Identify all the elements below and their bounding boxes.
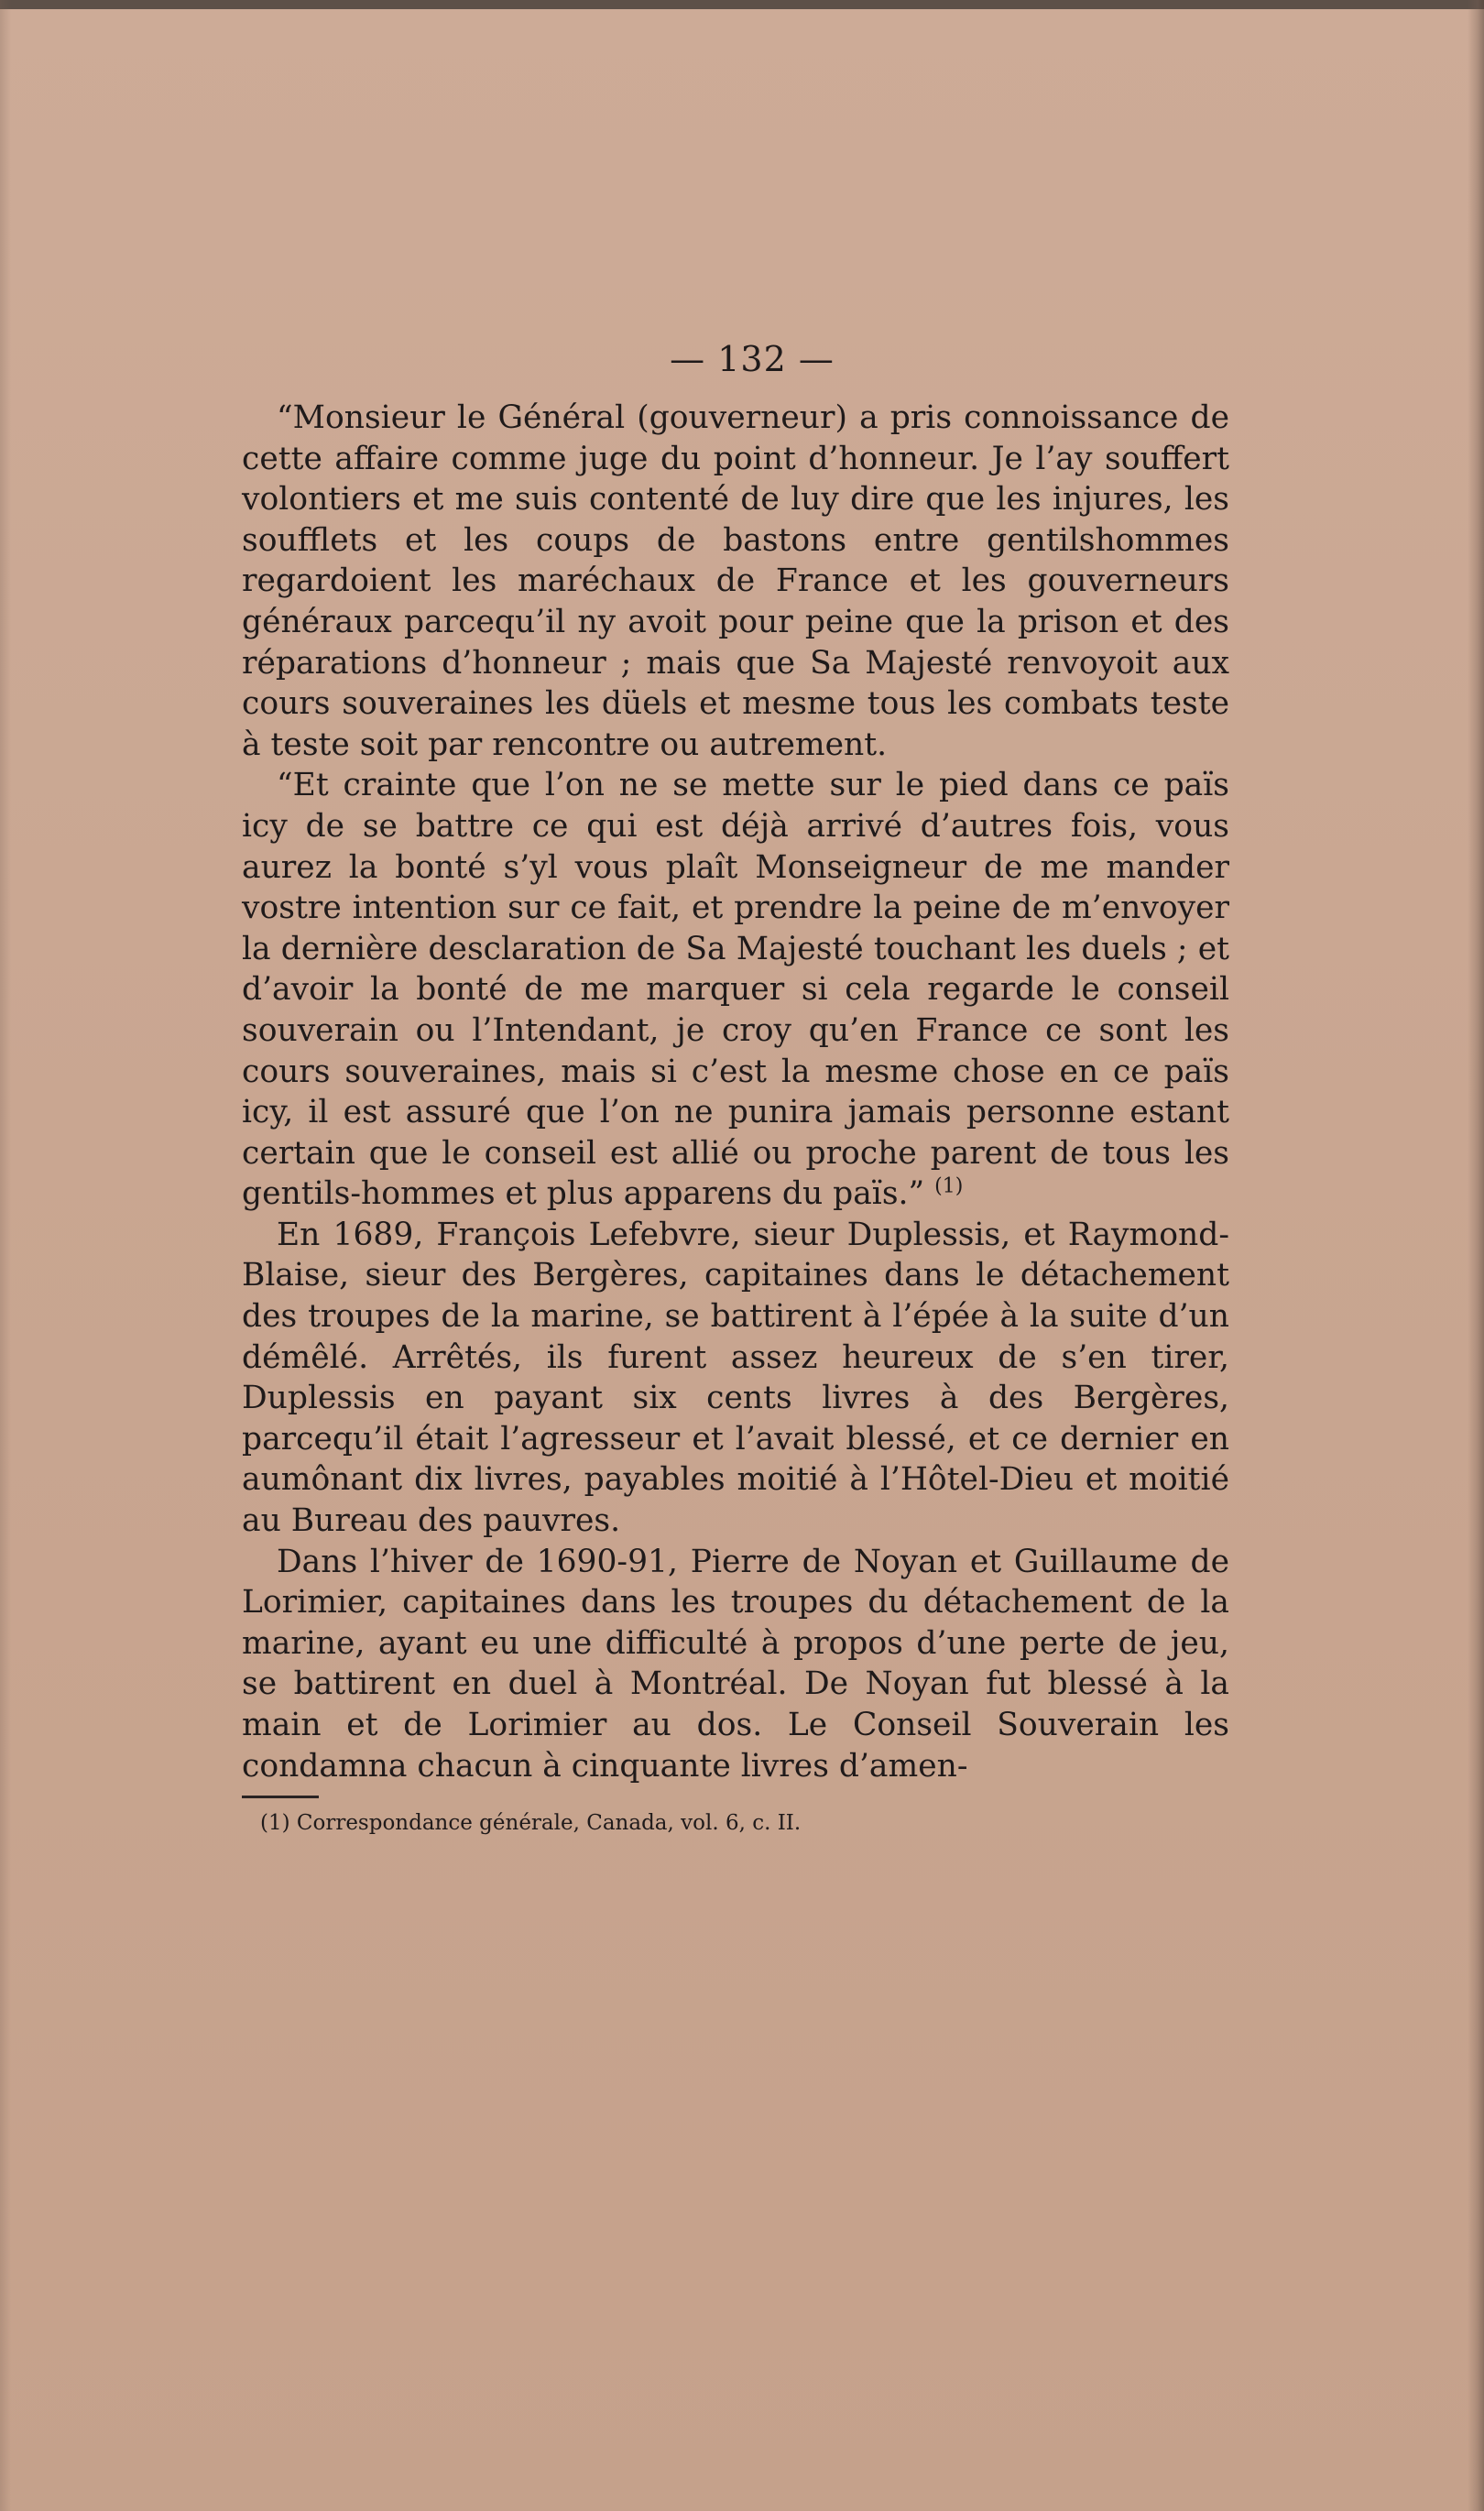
paragraph-1: “Monsieur le Général (gouverneur) a pris connoissance de cette affaire comme juge du point d’honneur. Je l’ay souffert volontiers et me suis contenté de luy dire que les injures, les soufflets et les coups de bastons entre gentilshommes regardoient les maréchaux de France et les gouverneurs généraux parcequ’il ny avoit pour peine que la prison et des réparations d’honneur ; mais que Sa Majesté renvoyoit aux cours souveraines les düels et mesme tous les combats teste à teste soit par rencontre ou autrement. [242, 399, 1229, 763]
paragraph-3: En 1689, François Lefebvre, sieur Duplessis, et Raymond-Blaise, sieur des Bergères, capitaines dans le détachement des troupes de la marine, se battirent à l’épée à la suite d’un démêlé. Arrêtés, ils furent assez heureux de s’en tirer, Duplessis en payant six cents livres à des Bergères, parcequ’il était l’agresseur et l’avait blessé, et ce dernier en aumônant dix livres, payables moitié à l’Hôtel-Dieu et moitié au Bureau des pauvres. [242, 1216, 1229, 1540]
page-left-edge [0, 0, 11, 2511]
body-text [242, 398, 1229, 1786]
footnote: (1) Correspondance générale, Canada, vol. 6, c. II. [260, 1811, 802, 1836]
footnote-reference: (1) [934, 1174, 964, 1198]
paragraph-4: Dans l’hiver de 1690-91, Pierre de Noyan et Guillaume de Lorimier, capitaines dans les troupes du détachement de la marine, ayant eu une difficulté à propos d’une perte de jeu, se battirent en duel à Montréal. De Noyan fut blessé à la main et de Lorimier au dos. Le Conseil Souverain les condamna chacun à cinquante livres d’amen- [242, 1543, 1229, 1785]
page-number-header: — 132 — [670, 339, 835, 379]
page-right-edge [1468, 0, 1484, 2511]
page-top-edge [0, 0, 1484, 9]
paragraph-2 [242, 765, 1229, 1215]
paragraph-2-text: “Et crainte que l’on ne se mette sur le pied dans ce païs icy de se battre ce qui est déjà arrivé d’autres fois, vous aurez la bonté s’yl vous plaît Monseigneur de me mander vostre intention sur ce fait, et prendre la peine de m’envoyer la dernière desclaration de Sa Majesté touchant les duels ; et d’avoir la bonté de me marquer si cela regarde le conseil souverain ou l’Intendant, je croy qu’en France ce sont les cours souveraines, mais si c’est la mesme chose en ce païs icy, il est assuré que l’on ne punira jamais personne estant certain que le conseil est allié ou proche parent de tous les gentils-hommes et plus apparens du païs.” [242, 767, 1229, 1213]
text-block [242, 341, 1229, 1837]
footnote-divider [242, 1796, 319, 1798]
